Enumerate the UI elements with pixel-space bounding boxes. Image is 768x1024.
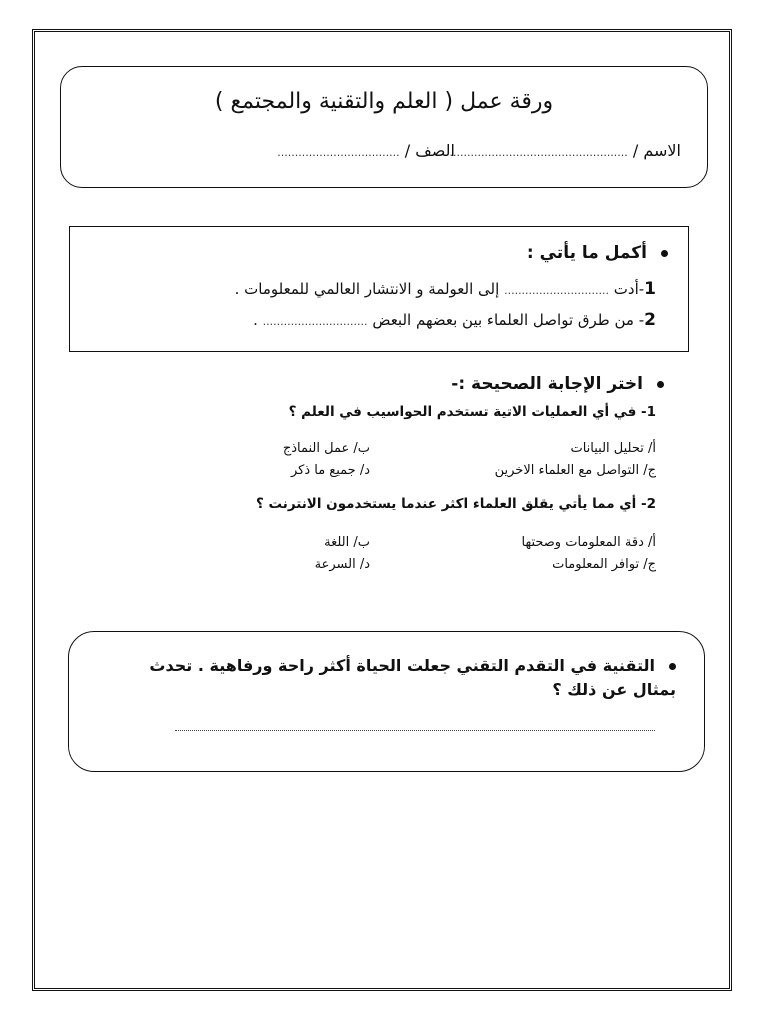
question-2: 2- أي مما يأتي يقلق العلماء اكثر عندما يستخدمون الانترنت ؟ bbox=[255, 496, 656, 512]
class-label: الصف / bbox=[404, 141, 455, 160]
worksheet-title: ورقة عمل ( العلم والتقنية والمجتمع ) bbox=[214, 89, 554, 114]
bullet-icon bbox=[657, 381, 664, 388]
q1-option-c[interactable]: ج/ التواصل مع العلماء الاخرين bbox=[494, 463, 656, 478]
q1-option-a[interactable]: أ/ تحليل البيانات bbox=[570, 441, 656, 456]
name-label: الاسم / bbox=[632, 141, 681, 160]
class-field[interactable] bbox=[277, 141, 455, 160]
bullet-icon bbox=[661, 250, 668, 257]
class-dots: ................................... bbox=[277, 146, 400, 159]
q1-option-b[interactable]: ب/ عمل النماذج bbox=[282, 441, 370, 456]
essay-answer-line[interactable] bbox=[175, 730, 655, 731]
q2-option-b[interactable]: ب/ اللغة bbox=[324, 535, 370, 550]
q1-option-d[interactable]: د/ جميع ما ذكر bbox=[290, 463, 370, 478]
item2-blank[interactable]: .............................. bbox=[262, 315, 368, 328]
q2-option-d[interactable]: د/ السرعة bbox=[314, 557, 370, 572]
name-dots: ................................................... bbox=[449, 146, 628, 159]
complete-item-2: 2- من طرق تواصل العلماء بين بعضهم البعض .............................. . bbox=[253, 310, 656, 330]
bullet-icon bbox=[669, 663, 676, 670]
complete-item-1: 1-أدت .............................. إلى العولمة و الانتشار العالمي للمعلومات . bbox=[234, 279, 656, 299]
question-1: 1- في أي العمليات الاتية تستخدم الحواسيب في العلم ؟ bbox=[288, 404, 656, 420]
q2-option-a[interactable]: أ/ دقة المعلومات وصحتها bbox=[521, 535, 656, 550]
header-box bbox=[60, 66, 708, 188]
complete-heading: أكمل ما يأتي : bbox=[527, 243, 668, 263]
item1-blank[interactable]: .............................. bbox=[504, 284, 609, 297]
essay-box bbox=[68, 631, 705, 772]
essay-question: التقنية في التقدم التقني جعلت الحياة أكثر راحة ورفاهية . تحدث بمثال عن ذلك ؟ bbox=[149, 656, 676, 699]
mcq-heading: اختر الإجابة الصحيحة :- bbox=[451, 374, 664, 394]
q2-option-c[interactable]: ج/ توافر المعلومات bbox=[552, 557, 656, 572]
name-field[interactable] bbox=[449, 141, 681, 160]
